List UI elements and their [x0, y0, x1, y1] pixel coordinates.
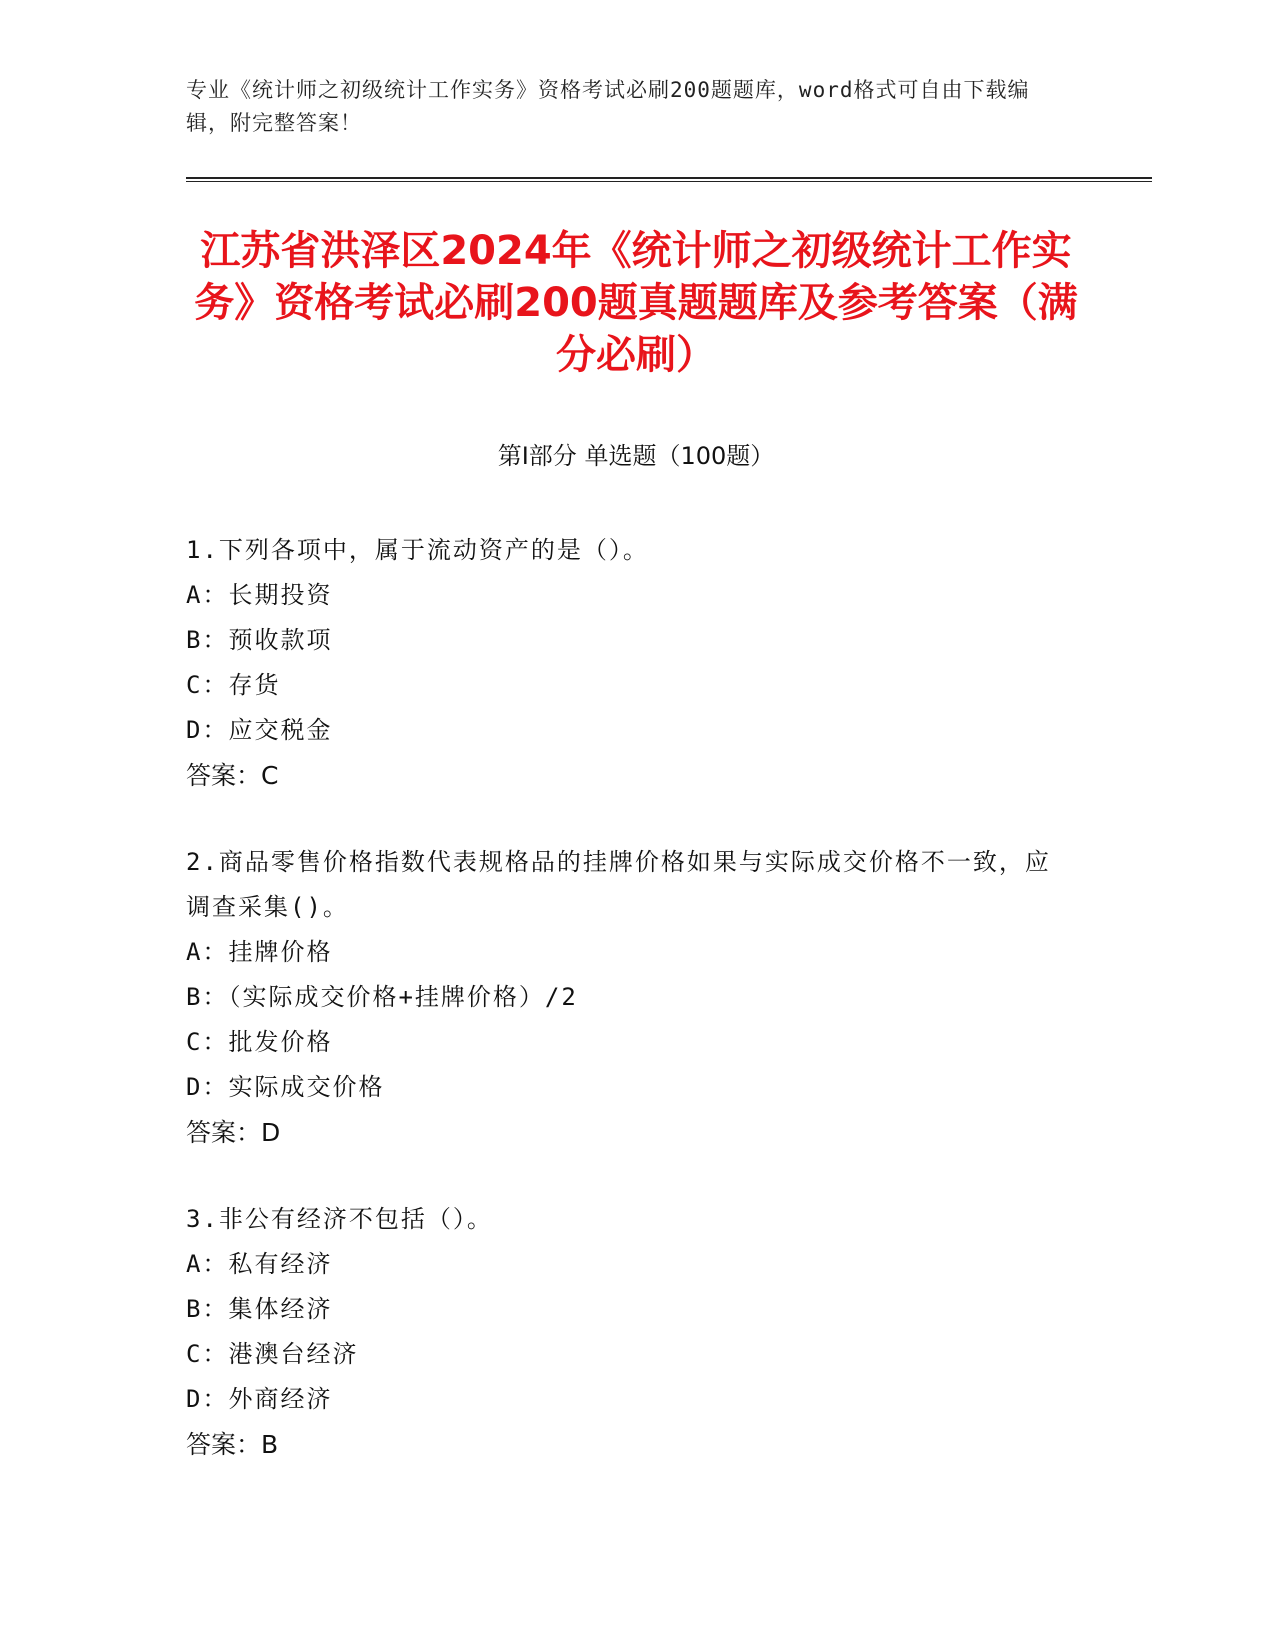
option-b: B：（实际成交价格+挂牌价格）/2 [186, 983, 578, 1011]
option-a: A：私有经济 [186, 1250, 333, 1278]
question-stem: 2.商品零售价格指数代表规格品的挂牌价格如果与实际成交价格不一致，应调查采集()。 [186, 848, 1051, 921]
option-b: B：集体经济 [186, 1295, 333, 1323]
option-c: C：存货 [186, 671, 281, 699]
option-a: A：长期投资 [186, 581, 333, 609]
answer: 答案：C [186, 761, 279, 790]
answer: 答案：D [186, 1118, 281, 1147]
option-a: A：挂牌价格 [186, 938, 333, 966]
question-stem: 1.下列各项中，属于流动资产的是（）。 [186, 536, 649, 564]
divider-thin-line [186, 181, 1152, 182]
question-list [186, 528, 1066, 1509]
question-stem: 3.非公有经济不包括（）。 [186, 1205, 493, 1233]
option-c: C：批发价格 [186, 1028, 333, 1056]
section-title: 第I部分 单选题（100题） [497, 442, 775, 470]
question-item [186, 840, 1066, 1155]
document-title: 江苏省洪泽区2024年《统计师之初级统计工作实务》资格考试必刷200题真题题库及参考答案（满分必刷） [194, 228, 1078, 378]
option-d: D：外商经济 [186, 1385, 333, 1413]
option-d: D：实际成交价格 [186, 1073, 385, 1101]
option-c: C：港澳台经济 [186, 1340, 359, 1368]
header-divider [186, 177, 1152, 182]
option-d: D：应交税金 [186, 716, 333, 744]
question-item [186, 1197, 1066, 1467]
divider-thick-line [186, 177, 1152, 179]
header-note: 专业《统计师之初级统计工作实务》资格考试必刷200题题库，word格式可自由下载编辑，附完整答案！ [186, 78, 1030, 135]
question-item [186, 528, 1066, 798]
option-b: B：预收款项 [186, 626, 333, 654]
answer: 答案：B [186, 1430, 279, 1459]
